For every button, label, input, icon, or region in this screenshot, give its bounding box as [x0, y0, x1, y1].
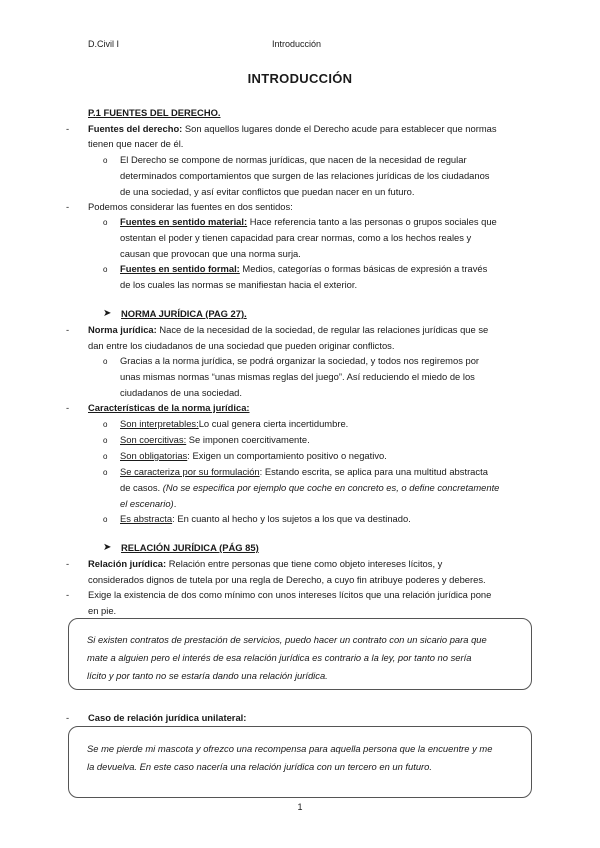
term-abstracta: Es abstracta: [120, 513, 173, 524]
paragraph-text: : Estando escrita, se aplica para una multitud abstracta: [259, 466, 488, 477]
caracteristica-formulacion: [120, 464, 488, 480]
circle-bullet-icon: o: [103, 468, 108, 477]
circle-bullet-icon: o: [103, 218, 108, 227]
dash-bullet: -: [66, 558, 70, 569]
caracteristica-coercitivas: [120, 432, 310, 448]
arrow-bullet-icon: ➤: [103, 308, 112, 319]
caso-unilateral-heading: Caso de relación jurídica unilateral:: [88, 712, 247, 723]
paragraph-text: de casos.: [120, 482, 163, 493]
term-sentido-formal: Fuentes en sentido formal:: [120, 263, 240, 274]
sub-paragraph-line: [120, 480, 499, 496]
term-coercitivas: Son coercitivas:: [120, 434, 187, 445]
dash-bullet: -: [66, 589, 70, 600]
dash-bullet: -: [66, 712, 70, 723]
paragraph-line: dan entre los ciudadanos de una sociedad que pueden originar conflictos.: [88, 340, 395, 351]
sub-paragraph-line: ciudadanos de una sociedad.: [120, 387, 242, 398]
paragraph-text: Relación entre personas que tiene como objeto intereses lícitos, y: [166, 558, 443, 569]
dash-bullet: -: [66, 324, 70, 335]
section-heading-relacion: RELACIÓN JURÍDICA (PÁG 85): [121, 542, 259, 553]
circle-bullet-icon: o: [103, 420, 108, 429]
sub-paragraph-line: El Derecho se compone de normas jurídicas, que nacen de la necesidad de regular: [120, 154, 467, 165]
sub-paragraph-line: determinados comportamientos que surgen de las relaciones jurídicas de los ciudadanos: [120, 170, 490, 181]
paragraph-text: Hace referencia tanto a las personas o grupos sociales que: [247, 216, 497, 227]
paragraph-text: Nace de la necesidad de la sociedad, de regular las relaciones jurídicas que se: [156, 324, 489, 335]
italic-note: (No se especifica por ejemplo que coche en concreto es, o define concretamente: [162, 482, 500, 493]
dash-bullet: -: [66, 201, 70, 212]
page-title: INTRODUCCIÓN: [247, 71, 353, 86]
paragraph-line: en pie.: [88, 605, 117, 616]
sub-paragraph-line: ostentan el poder y tienen capacidad para crear normas, como a los hechos reales y: [120, 232, 472, 243]
sub-paragraph-line: causan que provocan que una norma surja.: [120, 248, 301, 259]
italic-note: el escenario): [120, 498, 174, 509]
sub-paragraph-line: de una sociedad, y así evitar conflictos que puedan nacer en un futuro.: [120, 186, 415, 197]
term-formulacion: Se caracteriza por su formulación: [120, 466, 260, 477]
paragraph-line: Exige la existencia de dos como mínimo con unos intereses lícitos que una relación jurídica pone: [88, 589, 492, 600]
paragraph-text: : En cuanto al hecho y los sujetos a los que va destinado.: [172, 513, 411, 524]
paragraph-text: Medios, categorías o formas básicas de expresión a través: [239, 263, 488, 274]
sub-paragraph-formal-line1: [120, 261, 487, 277]
circle-bullet-icon: o: [103, 452, 108, 461]
arrow-bullet-icon: ➤: [103, 542, 112, 553]
circle-bullet-icon: o: [103, 156, 108, 165]
sub-paragraph-line: de los cuales las normas se manifiestan hacia el exterior.: [120, 279, 358, 290]
caracteristicas-heading: Características de la norma jurídica:: [88, 402, 250, 413]
paragraph-fuentes-line2: tienen que nacer de él.: [88, 138, 184, 149]
example-box-mascota: [68, 726, 532, 798]
term-relacion-juridica: Relación jurídica:: [88, 558, 167, 569]
term-fuentes-derecho: Fuentes del derecho:: [88, 123, 183, 134]
sub-paragraph-line: unas mismas normas “unas mismas reglas del juego”. Así reduciendo el miedo de los: [120, 371, 475, 382]
paragraph-norma-line1: [88, 322, 488, 338]
paragraph-line: considerados dignos de tutela por una regla de Derecho, a cuyo fin atribuye poderes y deberes.: [88, 574, 486, 585]
caracteristica-obligatorias: [120, 448, 387, 464]
paragraph-fuentes-line1: [88, 121, 497, 137]
paragraph-relacion-line1: [88, 556, 442, 572]
page-number: 1: [297, 802, 303, 812]
dash-bullet: -: [66, 402, 70, 413]
example-box-sicario: [68, 618, 532, 690]
paragraph-sentidos: Podemos considerar las fuentes en dos sentidos:: [88, 201, 293, 212]
dash-bullet: -: [66, 123, 70, 134]
paragraph-text: Lo cual genera cierta incertidumbre.: [198, 418, 349, 429]
paragraph-text: Son aquellos lugares donde el Derecho acude para establecer que normas: [182, 123, 497, 134]
paragraph-text: Se imponen coercitivamente.: [186, 434, 310, 445]
sub-paragraph-line: Gracias a la norma jurídica, se podrá organizar la sociedad, y todos nos regiremos por: [120, 355, 480, 366]
caracteristica-abstracta: [120, 511, 411, 527]
header-chapter: Introducción: [272, 39, 322, 49]
circle-bullet-icon: o: [103, 357, 108, 366]
caracteristica-interpretables: [120, 416, 348, 432]
term-interpretables: Son interpretables:: [120, 418, 199, 429]
sub-paragraph-material-line1: [120, 214, 497, 230]
circle-bullet-icon: o: [103, 436, 108, 445]
term-sentido-material: Fuentes en sentido material:: [120, 216, 248, 227]
paragraph-text: .: [173, 498, 177, 509]
term-norma-juridica: Norma jurídica:: [88, 324, 157, 335]
example-text-line: la devuelva. En este caso nacería una relación jurídica con un tercero en un futuro.: [87, 761, 433, 772]
example-text-line: Si existen contratos de prestación de servicios, puedo hacer un contrato con un sicario para que: [87, 634, 487, 645]
example-text-line: Se me pierde mi mascota y ofrezco una recompensa para aquella persona que la encuentre y me: [87, 743, 493, 754]
example-text-line: mate a alguien pero el interés de esa relación jurídica es contrario a la ley, por tanto no sería: [87, 652, 472, 663]
example-text-line: lícito y por tanto no se estaría dando una relación jurídica.: [87, 670, 328, 681]
circle-bullet-icon: o: [103, 515, 108, 524]
sub-paragraph-line: [120, 496, 176, 512]
term-obligatorias: Son obligatorias: [120, 450, 188, 461]
header-subject: D.Civil I: [88, 39, 119, 49]
paragraph-text: : Exigen un comportamiento positivo o negativo.: [187, 450, 387, 461]
section-heading-fuentes: P.1 FUENTES DEL DERECHO.: [88, 107, 221, 118]
section-heading-norma: NORMA JURÍDICA (PAG 27).: [121, 308, 247, 319]
circle-bullet-icon: o: [103, 265, 108, 274]
